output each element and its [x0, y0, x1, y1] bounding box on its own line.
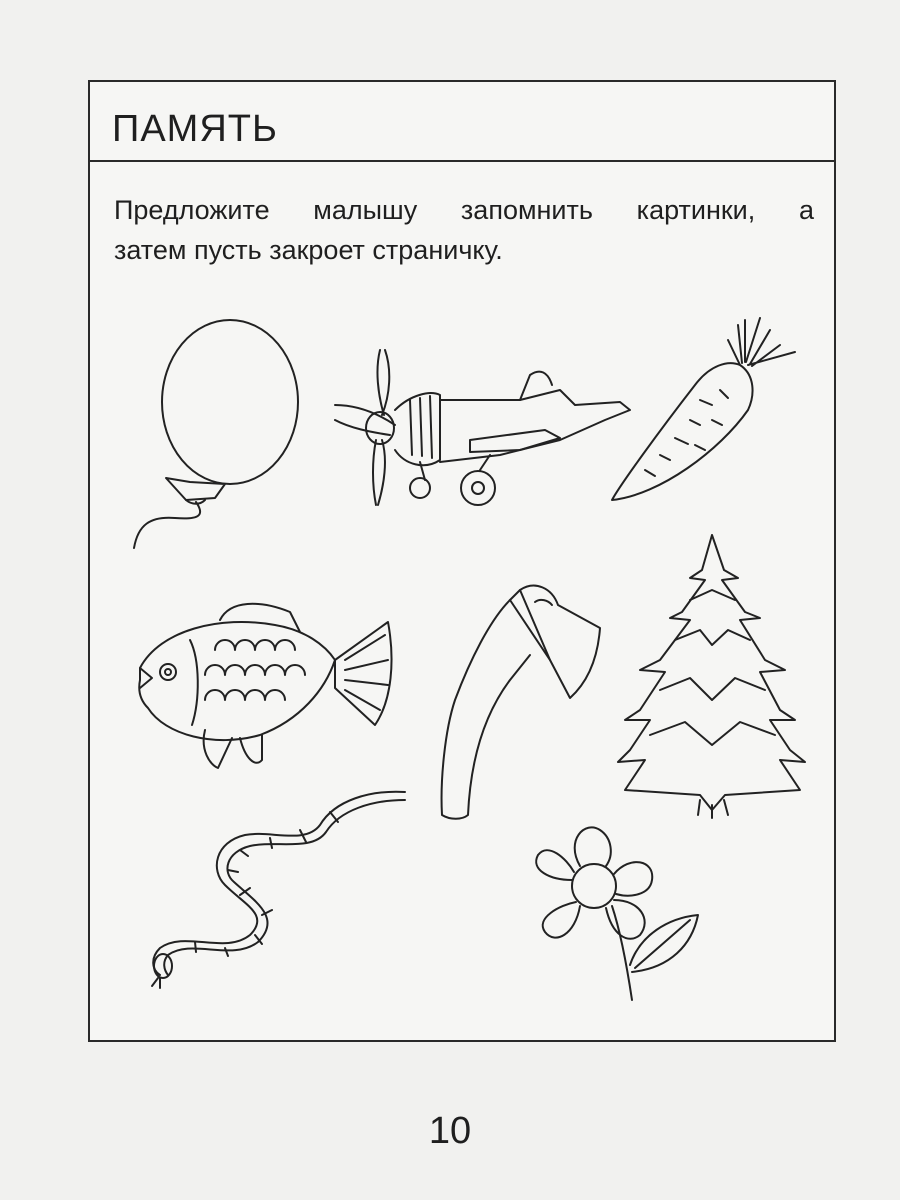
carrot-icon — [612, 318, 795, 500]
page-title: ПАМЯТЬ — [112, 108, 278, 150]
instructions-line-2: затем пусть закроет страничку. — [114, 235, 503, 265]
fir-tree-icon — [618, 535, 805, 818]
fish-icon — [139, 604, 391, 768]
airplane-icon — [335, 350, 630, 505]
axe-icon — [442, 586, 600, 819]
balloon-icon — [134, 320, 298, 548]
instructions-line-1: Предложите малышу запомнить картинки, а — [114, 195, 814, 225]
flower-icon — [536, 827, 698, 1000]
page-number: 10 — [428, 1110, 472, 1152]
snake-icon — [152, 792, 405, 988]
